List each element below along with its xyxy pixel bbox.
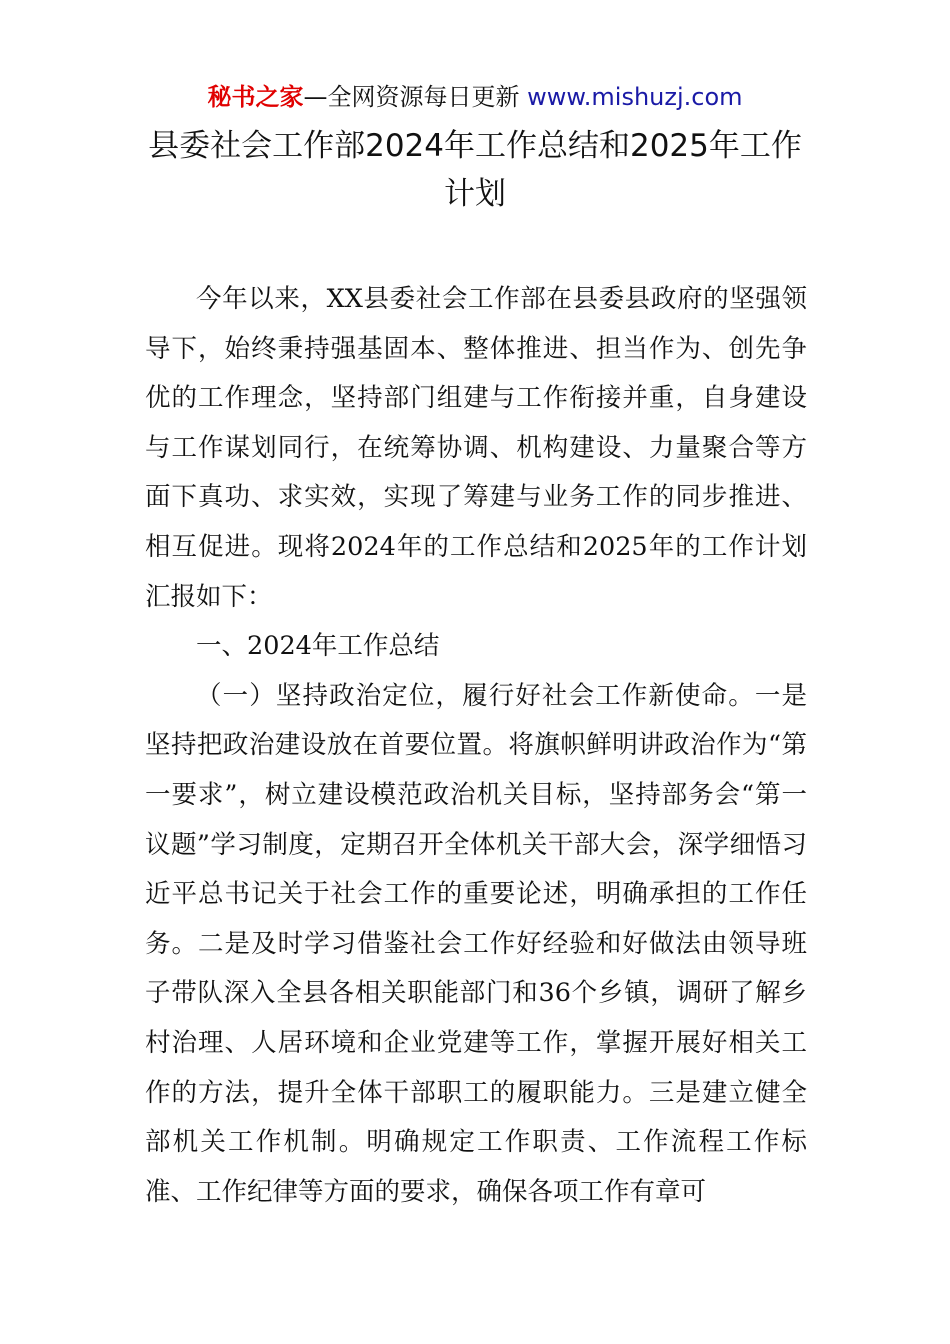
- intro-paragraph: 今年以来，XX县委社会工作部在县委县政府的坚强领导下，始终秉持强基固本、整体推进、担当作为、创先争优的工作理念，坚持部门组建与工作衔接并重，自身建设与工作谋划同行，在统筹协调、机构建设、力量聚合等方面下真功、求实效，实现了筹建与业务工作的同步推进、相互促进。现将2024年的工作总结和2025年的工作计划汇报如下：: [145, 284, 807, 612]
- site-url[interactable]: www.mishuzj.com: [527, 83, 743, 111]
- document-title: 县委社会工作部2024年工作总结和2025年工作计划: [148, 128, 802, 212]
- section-heading: 一、2024年工作总结: [196, 631, 440, 662]
- document-body: [145, 275, 807, 1217]
- section-paragraph: （一）坚持政治定位，履行好社会工作新使命。一是坚持把政治建设放在首要位置。将旗帜鲜明讲政治作为“第一要求”，树立建设模范政治机关目标，坚持部务会“第一议题”学习制度，定期召开全体机关干部大会，深学细悟习近平总书记关于社会工作的重要论述，明确承担的工作任务。二是及时学习借鉴社会工作好经验和好做法由领导班子带队深入全县各相关职能部门和36个乡镇，调研了解乡村治理、人居环境和企业党建等工作，掌握开展好相关工作的方法，提升全体干部职工的履职能力。三是建立健全部机关工作机制。明确规定工作职责、工作流程工作标准、工作纪律等方面的要求，确保各项工作有章可: [145, 680, 807, 1207]
- site-banner: [0, 80, 950, 114]
- site-slogan: —全网资源每日更新: [303, 83, 520, 111]
- site-brand: 秘书之家: [207, 83, 304, 111]
